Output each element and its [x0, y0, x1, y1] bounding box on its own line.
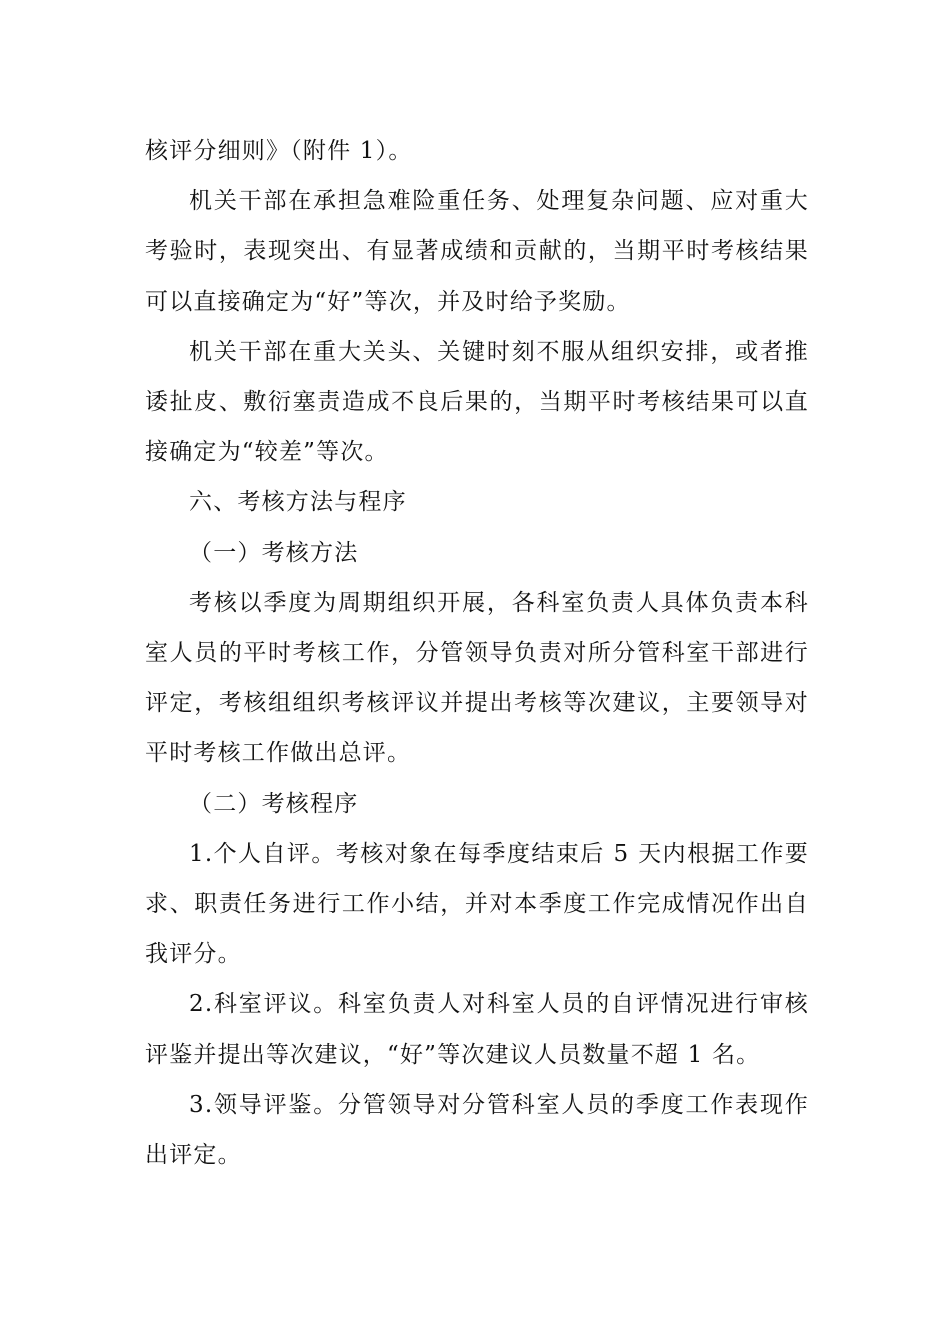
step-department-review: 2.科室评议。科室负责人对科室人员的自评情况进行审核评鉴并提出等次建议，“好”等次建议人员数量不超 1 名。: [145, 991, 809, 1068]
step-leader-evaluation: 3.领导评鉴。分管领导对分管科室人员的季度工作表现作出评定。: [145, 1091, 809, 1169]
document-page: [145, 126, 809, 1180]
paragraph-attachment-reference: 核评分细则》（附件 1）。: [145, 138, 413, 164]
subheading-assessment-methods: （一）考核方法: [189, 539, 359, 566]
paragraph-excellent-rating: 机关干部在承担急难险重任务、处理复杂问题、应对重大考验时，表现突出、有显著成绩和贡献的，当期平时考核结果可以直接确定为“好”等次，并及时给予奖励。: [145, 188, 809, 315]
paragraph-poor-rating: 机关干部在重大关头、关键时刻不服从组织安排，或者推诿扯皮、敷衍塞责造成不良后果的，当期平时考核结果可以直接确定为“较差”等次。: [145, 338, 809, 466]
step-self-evaluation: 1.个人自评。考核对象在每季度结束后 5 天内根据工作要求、职责任务进行工作小结，并对本季度工作完成情况作出自我评分。: [145, 840, 809, 968]
paragraph-assessment-methods: 考核以季度为周期组织开展，各科室负责人具体负责本科室人员的平时考核工作，分管领导负责对所分管科室干部进行评定，考核组组织考核评议并提出考核等次建议，主要领导对平时考核工作做出总评。: [145, 589, 809, 767]
section-heading-methods-procedures: 六、考核方法与程序: [189, 489, 407, 516]
subheading-assessment-procedures: （二）考核程序: [189, 790, 359, 817]
